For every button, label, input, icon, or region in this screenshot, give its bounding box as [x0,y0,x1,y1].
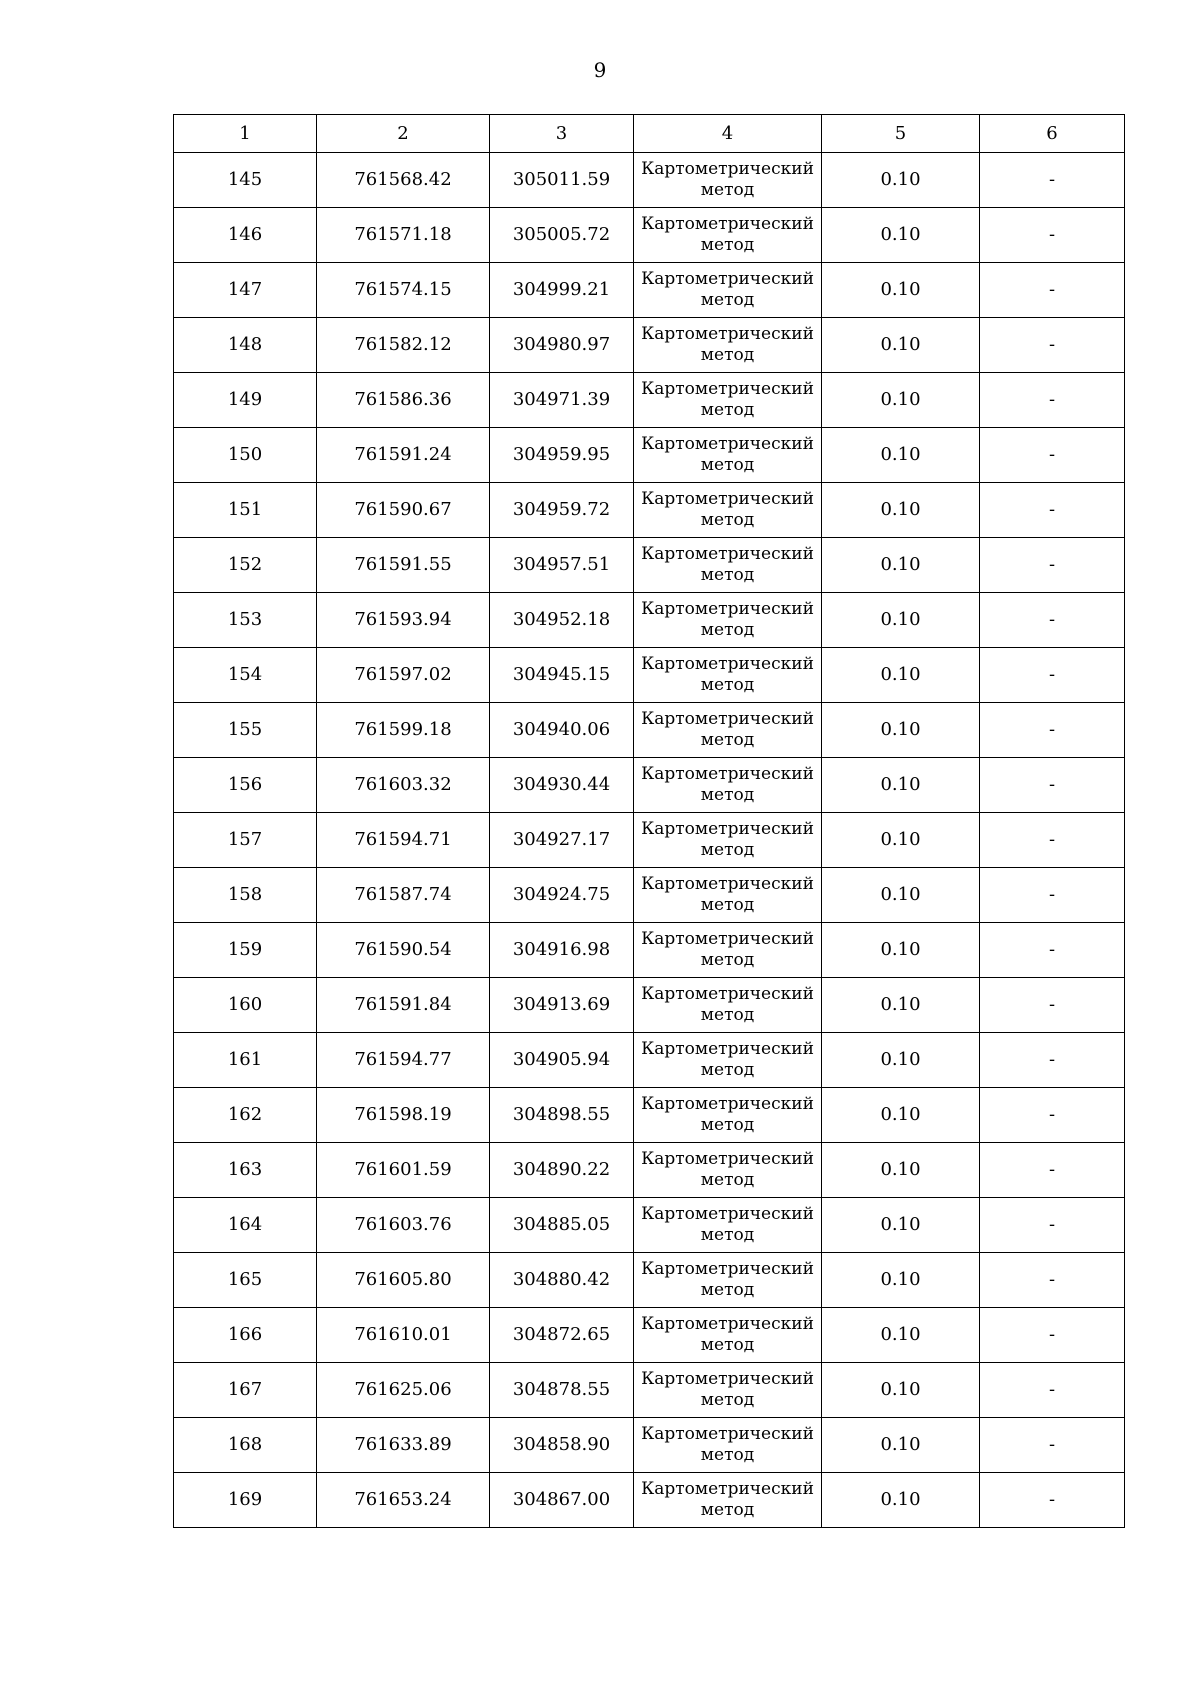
cell-note: - [980,1033,1125,1088]
table-row [174,1473,1125,1528]
cell-note: - [980,1253,1125,1308]
cell-note: - [980,978,1125,1033]
cell-accuracy: 0.10 [822,1473,980,1528]
cell-point-number: 165 [174,1253,317,1308]
cell-coord-x: 761605.80 [317,1253,490,1308]
cell-coord-y: 304957.51 [490,538,634,593]
cell-method: Картометрический метод [634,1198,822,1253]
cell-point-number: 150 [174,428,317,483]
cell-coord-y: 304924.75 [490,868,634,923]
cell-coord-x: 761603.76 [317,1198,490,1253]
cell-point-number: 147 [174,263,317,318]
header-col-2: 2 [317,115,490,153]
table-row [174,1088,1125,1143]
cell-accuracy: 0.10 [822,1033,980,1088]
cell-coord-x: 761603.32 [317,758,490,813]
header-col-4: 4 [634,115,822,153]
cell-coord-y: 304945.15 [490,648,634,703]
header-col-1: 1 [174,115,317,153]
cell-note: - [980,868,1125,923]
cell-note: - [980,813,1125,868]
cell-point-number: 164 [174,1198,317,1253]
cell-coord-x: 761574.15 [317,263,490,318]
table-row [174,428,1125,483]
coordinates-table [173,114,1125,1528]
cell-method: Картометрический метод [634,648,822,703]
cell-note: - [980,318,1125,373]
cell-method: Картометрический метод [634,1363,822,1418]
cell-method: Картометрический метод [634,923,822,978]
cell-coord-y: 304905.94 [490,1033,634,1088]
cell-coord-y: 304952.18 [490,593,634,648]
cell-accuracy: 0.10 [822,1143,980,1198]
cell-accuracy: 0.10 [822,318,980,373]
cell-coord-y: 304916.98 [490,923,634,978]
cell-coord-x: 761591.55 [317,538,490,593]
cell-coord-x: 761625.06 [317,1363,490,1418]
cell-coord-x: 761601.59 [317,1143,490,1198]
cell-coord-y: 304880.42 [490,1253,634,1308]
cell-note: - [980,1418,1125,1473]
cell-accuracy: 0.10 [822,1198,980,1253]
table-row [174,758,1125,813]
cell-note: - [980,208,1125,263]
table-row [174,1308,1125,1363]
cell-point-number: 146 [174,208,317,263]
cell-point-number: 149 [174,373,317,428]
cell-note: - [980,1143,1125,1198]
cell-accuracy: 0.10 [822,758,980,813]
cell-coord-y: 304971.39 [490,373,634,428]
cell-note: - [980,593,1125,648]
cell-method: Картометрический метод [634,208,822,263]
cell-accuracy: 0.10 [822,1418,980,1473]
cell-method: Картометрический метод [634,593,822,648]
cell-method: Картометрический метод [634,1033,822,1088]
cell-method: Картометрический метод [634,758,822,813]
cell-accuracy: 0.10 [822,978,980,1033]
cell-point-number: 156 [174,758,317,813]
cell-note: - [980,1308,1125,1363]
cell-accuracy: 0.10 [822,483,980,538]
cell-coord-y: 304980.97 [490,318,634,373]
table-row [174,1198,1125,1253]
cell-point-number: 163 [174,1143,317,1198]
cell-note: - [980,1473,1125,1528]
table-row [174,318,1125,373]
cell-coord-y: 304867.00 [490,1473,634,1528]
cell-point-number: 159 [174,923,317,978]
cell-note: - [980,1088,1125,1143]
table-row [174,1033,1125,1088]
cell-accuracy: 0.10 [822,538,980,593]
cell-coord-y: 304913.69 [490,978,634,1033]
cell-coord-y: 304959.95 [490,428,634,483]
cell-coord-y: 304872.65 [490,1308,634,1363]
cell-method: Картометрический метод [634,813,822,868]
cell-note: - [980,703,1125,758]
cell-coord-y: 304898.55 [490,1088,634,1143]
cell-coord-x: 761633.89 [317,1418,490,1473]
table-row [174,978,1125,1033]
table-row [174,1363,1125,1418]
cell-point-number: 161 [174,1033,317,1088]
cell-method: Картометрический метод [634,978,822,1033]
cell-coord-x: 761597.02 [317,648,490,703]
cell-accuracy: 0.10 [822,1363,980,1418]
cell-coord-y: 304927.17 [490,813,634,868]
cell-accuracy: 0.10 [822,208,980,263]
page-number: 9 [593,58,607,82]
table-row [174,593,1125,648]
cell-note: - [980,263,1125,318]
cell-coord-x: 761599.18 [317,703,490,758]
cell-method: Картометрический метод [634,1473,822,1528]
table-row [174,648,1125,703]
cell-coord-x: 761568.42 [317,153,490,208]
cell-accuracy: 0.10 [822,923,980,978]
cell-point-number: 166 [174,1308,317,1363]
header-col-5: 5 [822,115,980,153]
cell-method: Картометрический метод [634,373,822,428]
cell-point-number: 145 [174,153,317,208]
cell-note: - [980,483,1125,538]
cell-method: Картометрический метод [634,1088,822,1143]
cell-coord-y: 304858.90 [490,1418,634,1473]
cell-coord-y: 304885.05 [490,1198,634,1253]
table-row [174,153,1125,208]
cell-point-number: 154 [174,648,317,703]
cell-note: - [980,538,1125,593]
cell-coord-x: 761590.54 [317,923,490,978]
cell-point-number: 153 [174,593,317,648]
cell-coord-x: 761593.94 [317,593,490,648]
cell-method: Картометрический метод [634,1143,822,1198]
table-header-row [174,115,1125,153]
cell-note: - [980,758,1125,813]
cell-accuracy: 0.10 [822,263,980,318]
cell-coord-x: 761594.77 [317,1033,490,1088]
cell-point-number: 152 [174,538,317,593]
cell-note: - [980,428,1125,483]
cell-method: Картометрический метод [634,1418,822,1473]
table-row [174,483,1125,538]
cell-point-number: 162 [174,1088,317,1143]
cell-accuracy: 0.10 [822,593,980,648]
cell-method: Картометрический метод [634,1253,822,1308]
cell-point-number: 157 [174,813,317,868]
cell-note: - [980,373,1125,428]
table-row [174,1253,1125,1308]
cell-accuracy: 0.10 [822,703,980,758]
cell-coord-x: 761571.18 [317,208,490,263]
cell-coord-x: 761610.01 [317,1308,490,1363]
table-row [174,373,1125,428]
cell-coord-y: 304940.06 [490,703,634,758]
cell-coord-y: 305005.72 [490,208,634,263]
table-row [174,1143,1125,1198]
table-row [174,1418,1125,1473]
cell-point-number: 151 [174,483,317,538]
cell-accuracy: 0.10 [822,1088,980,1143]
cell-accuracy: 0.10 [822,428,980,483]
cell-note: - [980,923,1125,978]
cell-accuracy: 0.10 [822,1253,980,1308]
cell-note: - [980,1363,1125,1418]
table-row [174,208,1125,263]
cell-coord-x: 761594.71 [317,813,490,868]
cell-point-number: 160 [174,978,317,1033]
cell-point-number: 169 [174,1473,317,1528]
table-row [174,538,1125,593]
cell-method: Картометрический метод [634,538,822,593]
cell-point-number: 155 [174,703,317,758]
cell-method: Картометрический метод [634,428,822,483]
cell-coord-y: 304890.22 [490,1143,634,1198]
table-row [174,703,1125,758]
cell-method: Картометрический метод [634,703,822,758]
cell-accuracy: 0.10 [822,1308,980,1363]
cell-method: Картометрический метод [634,153,822,208]
cell-accuracy: 0.10 [822,813,980,868]
cell-coord-x: 761582.12 [317,318,490,373]
cell-coord-y: 304999.21 [490,263,634,318]
cell-coord-x: 761591.84 [317,978,490,1033]
cell-coord-y: 304930.44 [490,758,634,813]
cell-coord-x: 761653.24 [317,1473,490,1528]
cell-accuracy: 0.10 [822,868,980,923]
cell-note: - [980,1198,1125,1253]
cell-coord-y: 304878.55 [490,1363,634,1418]
table-row [174,813,1125,868]
cell-point-number: 167 [174,1363,317,1418]
cell-method: Картометрический метод [634,1308,822,1363]
cell-accuracy: 0.10 [822,373,980,428]
cell-coord-x: 761590.67 [317,483,490,538]
table-row [174,868,1125,923]
table-row [174,263,1125,318]
cell-accuracy: 0.10 [822,153,980,208]
cell-coord-x: 761598.19 [317,1088,490,1143]
cell-method: Картометрический метод [634,318,822,373]
header-col-3: 3 [490,115,634,153]
cell-coord-x: 761586.36 [317,373,490,428]
table-row [174,923,1125,978]
cell-point-number: 158 [174,868,317,923]
table-body [174,153,1125,1528]
cell-coord-x: 761587.74 [317,868,490,923]
cell-method: Картометрический метод [634,263,822,318]
header-col-6: 6 [980,115,1125,153]
cell-method: Картометрический метод [634,483,822,538]
cell-point-number: 168 [174,1418,317,1473]
cell-coord-y: 305011.59 [490,153,634,208]
table-header [174,115,1125,153]
cell-note: - [980,153,1125,208]
cell-method: Картометрический метод [634,868,822,923]
cell-accuracy: 0.10 [822,648,980,703]
cell-coord-y: 304959.72 [490,483,634,538]
cell-coord-x: 761591.24 [317,428,490,483]
cell-point-number: 148 [174,318,317,373]
cell-note: - [980,648,1125,703]
